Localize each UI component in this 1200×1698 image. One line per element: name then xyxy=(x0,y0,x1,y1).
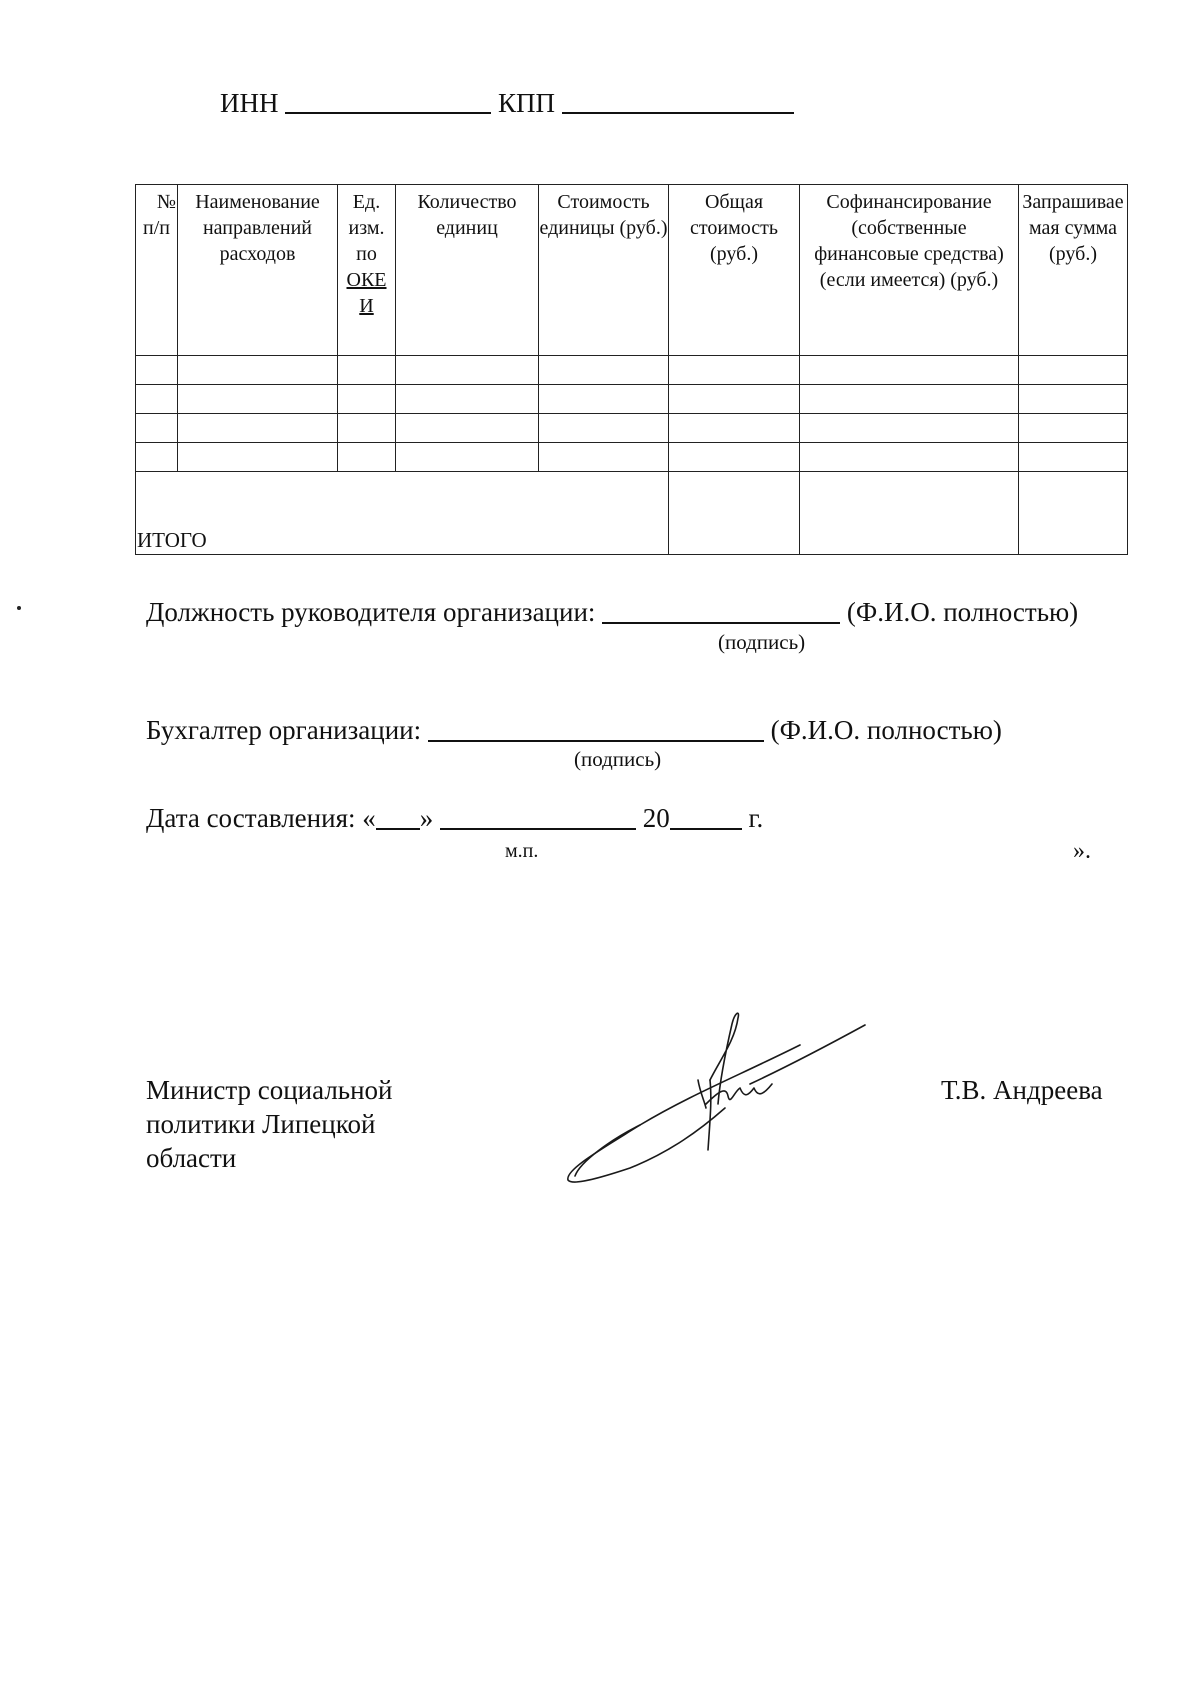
table-header-row xyxy=(136,185,1128,356)
head-position-label: Должность руководителя организации: xyxy=(146,597,596,627)
date-year-field[interactable] xyxy=(670,802,742,830)
inn-label: ИНН xyxy=(220,88,279,118)
total-label: ИТОГО xyxy=(136,472,669,555)
table-row xyxy=(136,443,1128,472)
date-year-suffix: г. xyxy=(748,803,764,833)
expense-table xyxy=(135,184,1128,555)
column-header-total-cost: Общая стоимость (руб.) xyxy=(669,185,800,356)
handwritten-signature xyxy=(560,1000,870,1200)
inn-kpp-line xyxy=(220,88,794,119)
accountant-signature-line xyxy=(146,714,1002,746)
closing-quote: ». xyxy=(1073,838,1091,864)
table-row xyxy=(136,356,1128,385)
total-row xyxy=(136,472,1128,555)
table-row xyxy=(136,414,1128,443)
total-cofinancing-cell[interactable] xyxy=(800,472,1019,555)
column-header-expense-name: Наименование направлений расходов xyxy=(178,185,338,356)
head-fio-label: (Ф.И.О. полностью) xyxy=(846,597,1079,627)
minister-position: Министр социальной политики Липецкой области xyxy=(146,1075,393,1173)
total-cost-cell[interactable] xyxy=(669,472,800,555)
date-year-prefix: 20 xyxy=(642,803,670,833)
total-requested-cell[interactable] xyxy=(1019,472,1128,555)
accountant-signature-caption: (подпись) xyxy=(574,747,662,771)
date-label: Дата составления: « xyxy=(146,803,376,833)
table-row xyxy=(136,385,1128,414)
stamp-mark: м.п. xyxy=(505,840,539,862)
accountant-label: Бухгалтер организации: xyxy=(146,715,422,745)
column-header-cofinancing: Софинансирование (собственные финансовые средства) (если имеется) (руб.) xyxy=(800,185,1019,356)
date-line: Дата составления: « » 20 г. xyxy=(146,803,764,833)
head-signature-field[interactable] xyxy=(602,596,840,624)
scan-dot xyxy=(17,606,21,610)
accountant-fio-label: (Ф.И.О. полностью) xyxy=(770,715,1002,745)
date-month-field[interactable] xyxy=(440,802,636,830)
inn-field[interactable] xyxy=(285,88,491,114)
head-signature-line xyxy=(146,596,1078,628)
kpp-label: КПП xyxy=(498,88,556,118)
column-header-unit-cost: Стоимость единицы (руб.) xyxy=(539,185,669,356)
minister-name: Т.В. Андреева xyxy=(941,1075,1103,1105)
okei-link[interactable]: ОКЕИ xyxy=(346,269,387,317)
head-signature-caption: (подпись) xyxy=(718,630,806,654)
column-header-requested-amount: Запрашиваемая сумма (руб.) xyxy=(1019,185,1128,356)
column-header-quantity: Количество единиц xyxy=(396,185,539,356)
column-header-unit: Ед. изм. по ОКЕИ xyxy=(338,185,396,356)
date-day-field[interactable] xyxy=(376,802,420,830)
column-header-number: № п/п xyxy=(136,185,178,356)
accountant-signature-field[interactable] xyxy=(428,714,764,742)
kpp-field[interactable] xyxy=(562,88,794,114)
